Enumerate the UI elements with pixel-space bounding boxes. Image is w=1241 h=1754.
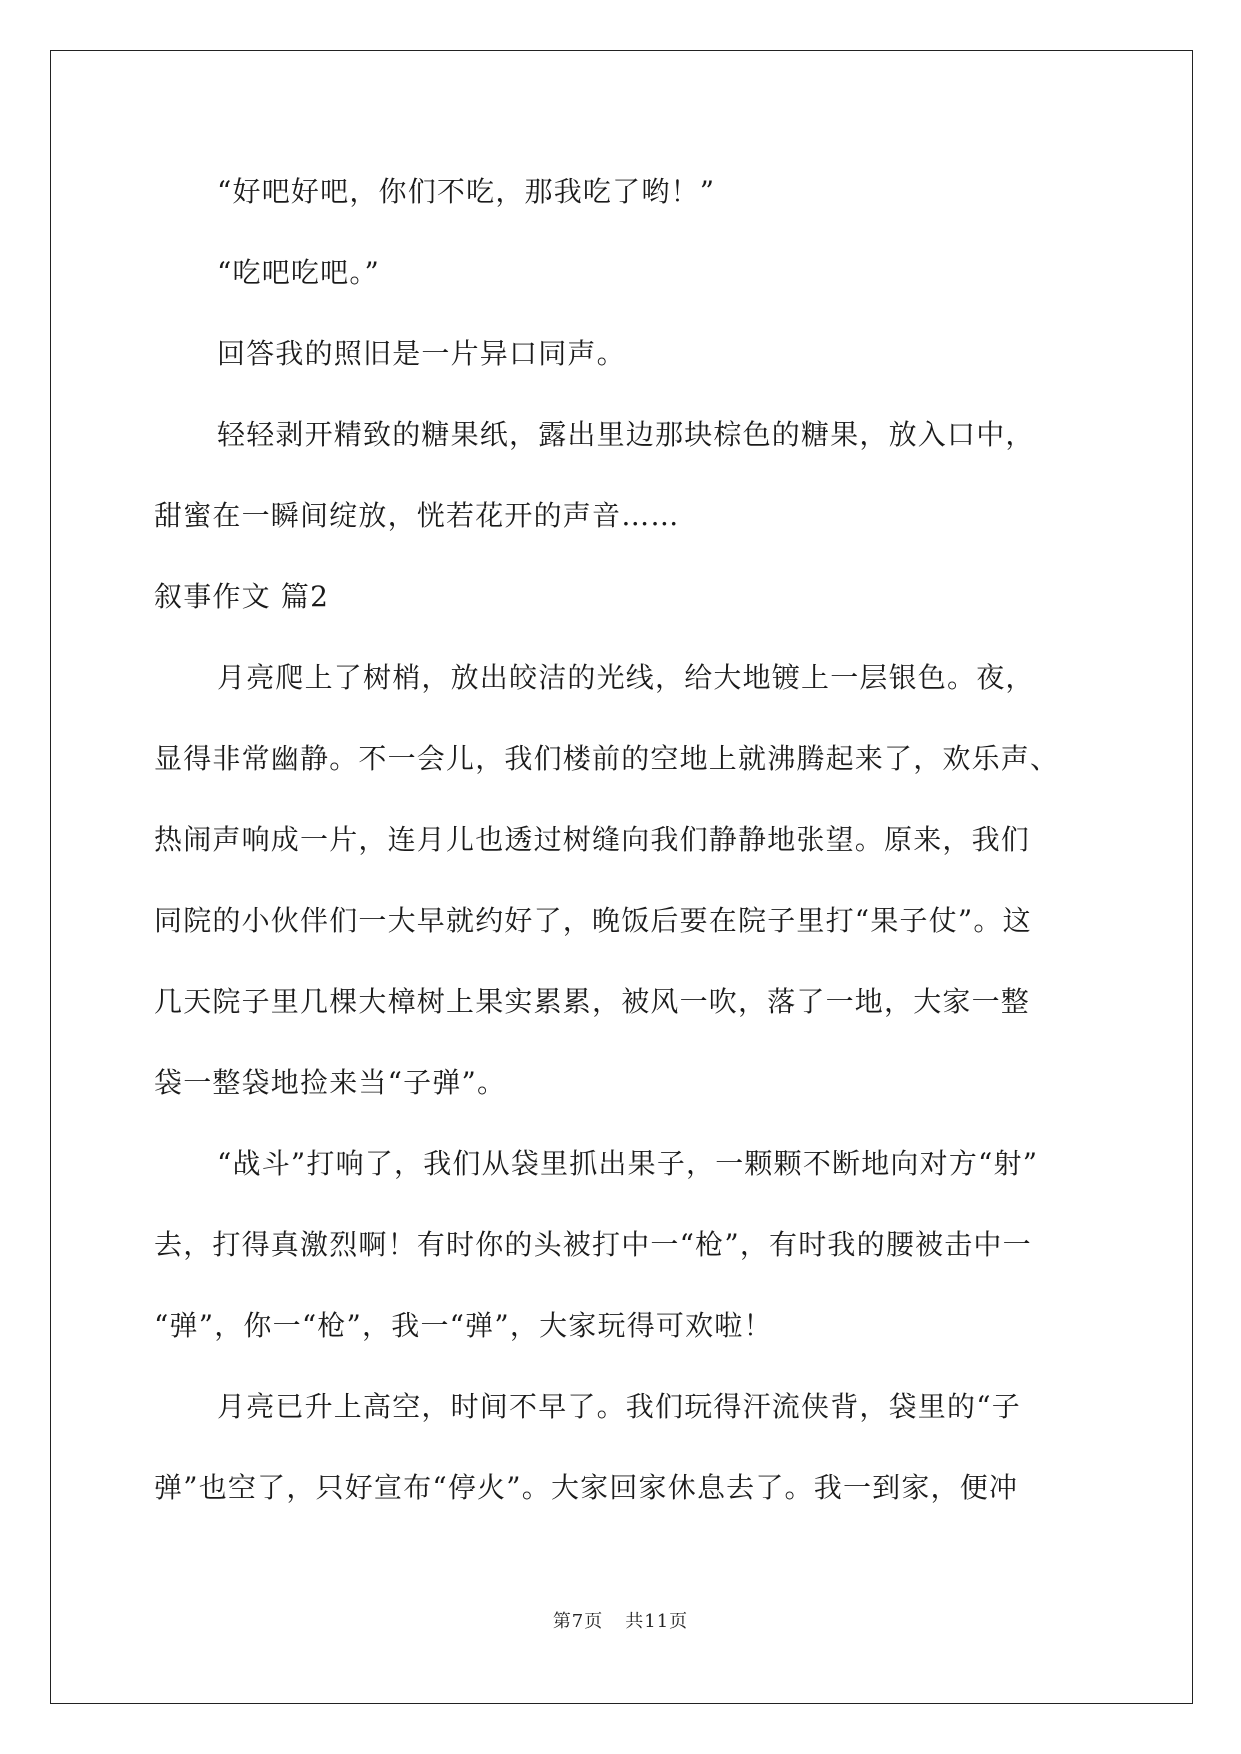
- paragraph-line: “战斗”打响了，我们从袋里抓出果子，一颗颗不断地向对方“射”: [217, 1147, 1039, 1180]
- paragraph-line: “好吧好吧，你们不吃，那我吃了哟！”: [217, 175, 716, 208]
- paragraph-line: 月亮爬上了树梢，放出皎洁的光线，给大地镀上一层银色。夜，: [217, 661, 1035, 694]
- paragraph-line: “吃吧吃吧。”: [217, 256, 381, 289]
- paragraph-line: 轻轻剥开精致的糖果纸，露出里边那块棕色的糖果，放入口中，: [217, 418, 1035, 451]
- paragraph-line: 几天院子里几棵大樟树上果实累累，被风一吹，落了一地，大家一整: [154, 985, 1031, 1018]
- paragraph-line: 月亮已升上高空，时间不早了。我们玩得汗流侠背，袋里的“子: [217, 1390, 1021, 1423]
- page-footer: [0, 1610, 1241, 1634]
- paragraph-line: 同院的小伙伴们一大早就约好了，晚饭后要在院子里打“果子仗”。这: [154, 904, 1032, 937]
- page-number: 第7页: [552, 1611, 604, 1632]
- paragraph-line: “弹”，你一“枪”，我一“弹”，大家玩得可欢啦！: [154, 1309, 773, 1342]
- page-border: [50, 50, 1193, 1704]
- page-total: 共11页: [625, 1611, 689, 1632]
- section-heading: 叙事作文 篇2: [154, 580, 330, 613]
- paragraph-line: 弹”也空了，只好宣布“停火”。大家回家休息去了。我一到家，便冲: [154, 1471, 1019, 1504]
- paragraph-line: 回答我的照旧是一片异口同声。: [217, 337, 626, 370]
- paragraph-line: 甜蜜在一瞬间绽放，恍若花开的声音……: [154, 499, 680, 532]
- paragraph-line: 去，打得真激烈啊！有时你的头被打中一“枪”，有时我的腰被击中一: [154, 1228, 1032, 1261]
- paragraph-line: 袋一整袋地捡来当“子弹”。: [154, 1066, 507, 1099]
- paragraph-line: 热闹声响成一片，连月儿也透过树缝向我们静静地张望。原来，我们: [154, 823, 1031, 856]
- paragraph-line: 显得非常幽静。不一会儿，我们楼前的空地上就沸腾起来了，欢乐声、: [154, 742, 1060, 775]
